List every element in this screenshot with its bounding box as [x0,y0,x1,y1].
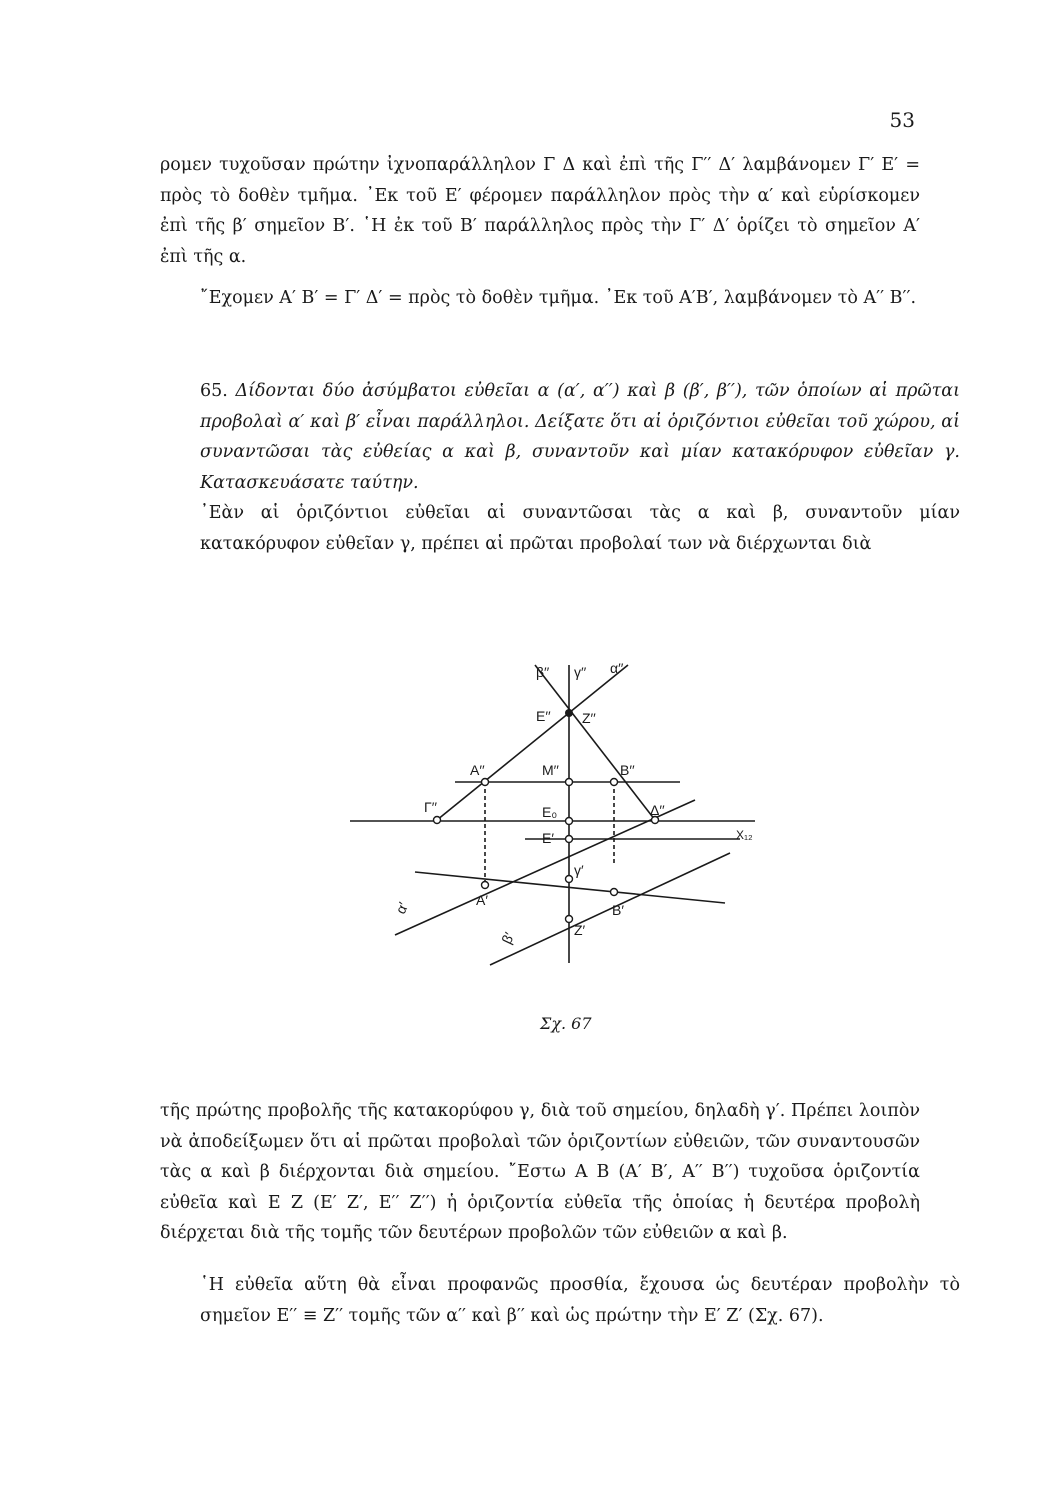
label-d2: Δ′′ [650,802,665,818]
label-g2: Γ′′ [424,799,437,815]
label-b1-line: β′ [498,929,518,947]
paragraph-5: ῾Η εὐθεῖα αὕτη θὰ εἶναι προφανῶς προσθία, ἔχουσα ὡς δευτέραν προβολὴν τὸ σημεῖον Ε′′ ≡ Ζ′′ τομῆς τῶν α′′ καὶ β′′ καὶ ὡς πρώτην τὴν Ε′ Ζ′ (Σχ. 67). [200,1275,960,1326]
alpha2-line [437,665,628,820]
point-e1 [566,836,573,843]
label-g1: γ′ [574,862,584,878]
paragraph-3: ᾿Εὰν αἱ ὁριζόντιοι εὐθεῖαι αἱ συναντῶσαι τὰς α καὶ β, συναντοῦν μίαν κατακόρυφον εὐθεῖαν γ, πρέπει αἱ πρῶται προβολαί των νὰ διέρχωνται διὰ [200,503,960,554]
problem-65 [160,376,960,498]
point-g1 [566,876,573,883]
geometric-diagram [340,645,760,975]
label-gamma2: γ′′ [574,664,587,680]
point-z1 [566,916,573,923]
paragraph-4: τῆς πρώτης προβολῆς τῆς κατακορύφου γ, διὰ τοῦ σημείου, δηλαδὴ γ′. Πρέπει λοιπὸν νὰ ἀποδείξωμεν ὅτι αἱ πρῶται προβολαὶ τῶν ὁριζοντίων εὐθειῶν, τῶν συναντουσῶν τὰς α καὶ β διέρχονται διὰ σημείου. ῎Εστω Α Β (Α′ Β′, Α′′ Β′′) τυχοῦσα ὁριζοντία εὐθεῖα καὶ Ε Ζ (Ε′ Ζ′, Ε′′ Ζ′′) ἡ ὁριζοντία εὐθεῖα τῆς ὁποίας ἡ δευτέρα προβολὴ διέρχεται διὰ τῆς τομῆς τῶν δευτέρων προβολῶν τῶν εὐθειῶν α καὶ β. [160,1101,920,1244]
label-e1: Ε′ [542,830,554,846]
paragraph-1: ρομεν τυχοῦσαν πρώτην ἰχνοπαράλληλον Γ Δ καὶ ἐπὶ τῆς Γ′′ Δ′ λαμβάνομεν Γ′ Ε′ = πρὸς τὸ δοθὲν τμῆμα. ᾿Εκ τοῦ Ε′ φέρομεν παράλληλον πρὸς τὴν α′ καὶ εὑρίσκομεν ἐπὶ τῆς β′ σημεῖον Β′. ῾Η ἐκ τοῦ Β′ παράλληλος πρὸς τὴν Γ′ Δ′ ὁρίζει τὸ σημεῖον Α′ ἐπὶ τῆς α. [160,155,920,267]
page-number: 53 [889,108,915,132]
beta2-line [535,665,655,820]
label-b2: Β′′ [620,762,635,778]
problem-number: 65. [200,381,228,401]
label-z1: Ζ′ [574,922,586,938]
label-a2: Α′′ [470,762,485,778]
label-e2: Ε′′ [536,708,551,724]
label-alpha2: α′′ [610,660,624,676]
point-a2 [482,779,489,786]
paragraph-2: ῎Εχομεν Α′ Β′ = Γ′ Δ′ = πρὸς τὸ δοθὲν τμῆμα. ᾿Εκ τοῦ Α′Β′, λαμβάνομεν τὸ Α′′ Β′′. [200,288,917,308]
point-b2 [611,779,618,786]
point-m2 [566,779,573,786]
problem-text: Δίδονται δύο ἀσύμβατοι εὐθεῖαι α (α′, α′′) καὶ β (β′, β′′), τῶν ὁποίων αἱ πρῶται προβολαὶ α′ καὶ β′ εἶναι παράλληλοι. Δείξατε ὅτι αἱ ὁριζόντιοι εὐθεῖαι τοῦ χώρου, αἱ συναντῶσαι τὰς εὐθείας α καὶ β, συναντοῦν καὶ μίαν κατακόρυφον εὐθεῖαν γ. Κατασκευάσατε ταύτην. [200,381,960,493]
point-a1 [482,882,489,889]
point-e0 [566,818,573,825]
point-b1 [611,889,618,896]
label-m2: Μ′′ [542,762,559,778]
label-a1: Α′ [476,892,488,908]
label-a1-line: α′ [392,899,412,917]
label-e0: Ε₀ [542,804,558,820]
beta1-line [490,853,730,965]
point-g2 [434,817,441,824]
label-z2: Ζ′′ [582,710,596,726]
label-b1: Β′ [612,902,624,918]
figure-67 [340,645,760,975]
label-beta2: β′′ [536,664,550,680]
label-x12: X₁₂ [736,828,753,842]
point-e2-z2 [565,709,573,717]
figure-caption: Σχ. 67 [540,1014,592,1033]
